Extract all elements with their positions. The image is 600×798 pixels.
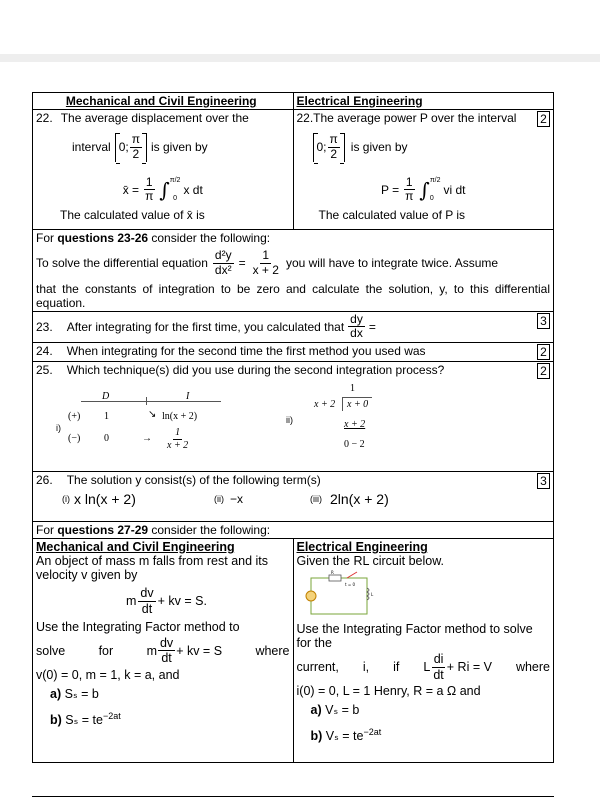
q25-row — [33, 362, 554, 472]
q27-right-a-label: a) — [310, 702, 322, 717]
q26-term-3: 2ln(x + 2) — [330, 491, 389, 508]
q27-right-eq-l: L — [423, 660, 431, 675]
intro-23-row: For questions 23-26 consider the following: To solve the differential equation $\frac{\text{d²y}}{\text{dx²}}$ = $\frac{1}{x + 2}$ you will have to integrate twice. Assume that the constants of integration to be zero and calculate the solution, y, to this differential equation. — [33, 230, 554, 312]
q27-left-p2: Use the Integrating Factor method to — [36, 619, 240, 634]
interval-pi-right: π — [329, 132, 338, 146]
top-band — [0, 54, 600, 62]
tab-r2-i-den: x + 2 — [167, 439, 189, 451]
tab-head-d: D — [102, 391, 110, 403]
formula-integrand: x dt — [183, 182, 203, 197]
q27-right-where: where — [515, 660, 550, 675]
formula-lhs-right: P = — [380, 182, 400, 197]
q22-interval-bracket — [115, 133, 147, 162]
circuit-t-label: t = 0 — [344, 582, 355, 588]
div-subtract: x + 2 — [344, 419, 366, 431]
de-rhs-num: 1 — [262, 248, 270, 262]
formula-lhs: x̄ = — [122, 182, 140, 197]
q22-interval-label: interval — [72, 140, 111, 155]
circuit-l-label: L — [370, 592, 373, 598]
upper-limit-right: π/2 — [429, 177, 441, 185]
q27-left-b: Sₛ = te — [65, 712, 103, 727]
q27-left-heading: Mechanical and Civil Engineering — [36, 540, 235, 555]
q27-right-di: di — [433, 652, 444, 667]
q27-left-solve: solve — [36, 643, 66, 658]
q26-term-2: −x — [230, 492, 244, 507]
q25-option-tabular — [36, 383, 286, 463]
q22-right-conclusion: The calculated value of P is — [318, 208, 466, 223]
formula-integrand-right: vi dt — [443, 182, 466, 197]
de-den: dx² — [214, 262, 232, 277]
switch-icon — [347, 572, 357, 578]
intro23-line3: that the constants of integration to be zero and calculate the solution, y, to this differential equation. — [36, 281, 550, 310]
tab-r1-sign: (+) — [68, 411, 81, 423]
intro27-pre: For — [36, 523, 58, 538]
q26-text: The solution y consist(s) of the following term(s) — [66, 473, 321, 488]
q27-left-eq-m: m — [126, 594, 137, 609]
q23-eq: = — [368, 319, 376, 334]
q27-right-dt: dt — [433, 667, 444, 682]
q25-mark: 2 — [537, 363, 550, 379]
tab-r1-d: 1 — [104, 411, 109, 423]
q23-text: After integrating for the first time, you calculated that — [66, 319, 345, 334]
formula-one: 1 — [145, 174, 153, 189]
tab-arrow-2: → — [142, 433, 152, 445]
q22-mark: 2 — [537, 111, 550, 127]
q24-text: When integrating for the second time the first method you used was — [66, 344, 426, 359]
q27-left — [33, 539, 294, 763]
rl-circuit-svg — [301, 570, 381, 622]
q25-text: Which technique(s) did you use during the second integration process? — [66, 363, 445, 378]
upper-limit: π/2 — [169, 177, 181, 185]
intro27-bold: questions 27-29 — [57, 523, 149, 538]
q27-right-heading: Electrical Engineering — [296, 540, 428, 555]
intro23-line2-post: you will have to integrate twice. Assume — [285, 256, 499, 271]
intro27-post: consider the following: — [148, 523, 271, 538]
circuit-wire — [311, 578, 367, 614]
tab-head-i: I — [186, 391, 190, 403]
q27-left-for: for — [98, 643, 114, 658]
rl-circuit-diagram — [301, 570, 551, 622]
q27-left-b-label: b) — [50, 712, 62, 727]
intro23-line2-pre: To solve the differential equation — [36, 256, 208, 271]
q27-left-eq2-rest: + kv = S — [176, 643, 223, 658]
tab-r2-sign: (−) — [68, 433, 81, 445]
bottom-rule — [32, 796, 554, 797]
electrical-heading: Electrical Engineering — [296, 94, 423, 108]
q27-right-p4: i(0) = 0, L = 1 Henry, R = a Ω and — [296, 683, 481, 698]
q26-row — [33, 472, 554, 522]
div-dividend: x + 0 — [342, 397, 372, 411]
q26-t2-label: (ii) — [214, 494, 224, 505]
q23-mark: 3 — [537, 313, 550, 329]
q24-number: 24. — [36, 344, 53, 359]
q22-left — [33, 110, 294, 230]
q27-right-p2: Use the Integrating Factor method to solve for the — [296, 622, 533, 651]
intro23-pre: For — [36, 231, 58, 245]
header-row — [33, 93, 554, 110]
q27-left-a-label: a) — [50, 686, 62, 701]
q25-opt1-label: i) — [56, 423, 61, 434]
q27-right-if: if — [393, 660, 400, 675]
q27-right-b: Vₛ = te — [325, 729, 364, 744]
q27-right-i: i, — [362, 660, 370, 675]
q22-right-interval-bracket — [313, 133, 345, 162]
q27-right-b-label: b) — [310, 729, 323, 744]
q23-row — [33, 311, 554, 343]
formula-pi-right: π — [405, 189, 414, 204]
interval-lower-right: 0; — [316, 140, 327, 155]
tab-arrow-1: ↘ — [148, 409, 157, 421]
interval-pi: π — [131, 132, 140, 146]
intro23-post: consider the following: — [148, 231, 271, 245]
intro23-bold: questions 23-26 — [57, 231, 149, 245]
intro-27-row — [33, 522, 554, 539]
q24-mark: 2 — [537, 344, 550, 360]
q26-term-1: x ln(x + 2) — [74, 491, 136, 508]
q23-number: 23. — [36, 319, 53, 334]
q27-left-a: Sₛ = b — [64, 686, 99, 701]
q22-right-given-by: is given by — [350, 140, 408, 155]
circuit-r-label: R — [330, 570, 334, 576]
q27-left-dv: dv — [140, 586, 154, 601]
q25-number: 25. — [36, 363, 53, 378]
q22-number: 22. — [36, 111, 53, 125]
div-quotient: 1 — [350, 383, 355, 395]
q22-given-by: is given by — [150, 140, 208, 155]
q27-right-b-exp: −2at — [363, 726, 382, 737]
mech-civil-heading: Mechanical and Civil Engineering — [65, 94, 257, 108]
interval-two: 2 — [132, 146, 140, 161]
q23-dx: dx — [350, 326, 363, 341]
q27-left-where: where — [255, 643, 290, 658]
q25-opt2-label: ii) — [286, 415, 293, 426]
q25-option-division — [286, 383, 536, 463]
q26-number: 26. — [36, 473, 53, 488]
q23-dy: dy — [350, 311, 363, 326]
q26-mark: 3 — [537, 473, 550, 489]
integral-sign: ∫ π/2 0 — [159, 177, 181, 202]
formula-pi: π — [145, 189, 154, 204]
q22-row — [33, 110, 554, 230]
q22-right-formula — [297, 176, 551, 205]
q22-right-text: 22.The average power P over the interval — [296, 111, 517, 125]
q22-left-conclusion: The calculated value of x̄ is — [60, 208, 205, 223]
div-divisor: x + 2 — [314, 399, 336, 411]
q22-left-text: The average displacement over the — [60, 111, 249, 125]
q27-left-eq2-m: m — [146, 643, 157, 658]
q27-right-eq-rest: + Ri = V — [446, 660, 492, 675]
de-rhs-den: x + 2 — [252, 262, 279, 277]
q27-left-p4: v(0) = 0, m = 1, k = a, and — [36, 667, 180, 682]
q27-right-current: current, — [296, 660, 339, 675]
interval-two-right: 2 — [330, 146, 337, 161]
q22-left-formula — [36, 176, 290, 205]
tab-r2-d: 0 — [104, 433, 109, 445]
q26-t3-label: (iii) — [310, 494, 322, 505]
q27-left-eq-rest: + kv = S. — [157, 594, 207, 609]
q27-left-eq2-dv: dv — [159, 635, 174, 650]
integral-sign-right: ∫ π/2 0 — [419, 177, 441, 202]
q22-right — [293, 110, 554, 230]
q27-left-b-exp: −2at — [102, 710, 121, 721]
voltage-source-icon — [306, 591, 316, 601]
q27-row — [33, 539, 554, 763]
formula-one-right: 1 — [405, 174, 413, 189]
resistor-icon — [329, 575, 341, 581]
q26-t1-label: (i) — [62, 494, 70, 505]
q27-right — [293, 539, 554, 763]
q27-right-a: Vₛ = b — [325, 702, 360, 717]
question-sheet — [32, 92, 554, 763]
q24-row — [33, 343, 554, 362]
de-num: d²y — [214, 248, 232, 262]
q27-left-dt: dt — [141, 601, 153, 616]
tab-r2-i-num: 1 — [175, 427, 181, 439]
question-table — [32, 92, 554, 763]
q27-right-p1: Given the RL circuit below. — [296, 554, 445, 569]
q27-left-p1: An object of mass m falls from rest and its velocity v given by — [36, 554, 269, 583]
q27-left-eq2-dt: dt — [161, 651, 172, 666]
div-remainder: 0 − 2 — [344, 439, 365, 451]
tab-r1-i: ln(x + 2) — [162, 411, 198, 423]
interval-lower: 0; — [118, 140, 129, 155]
